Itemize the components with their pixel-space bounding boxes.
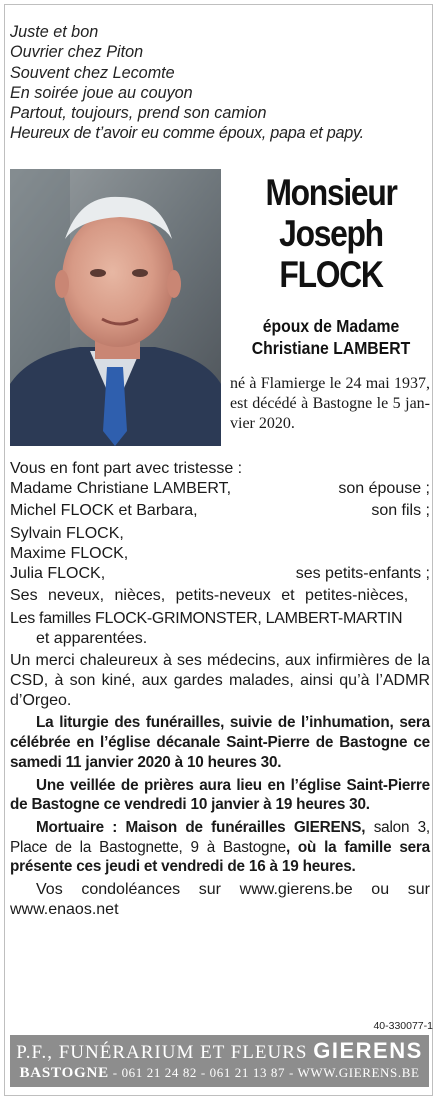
spouse-info xyxy=(238,315,423,359)
footer-contact: - 061 21 24 82 - 061 21 13 87 - WWW.GIERENS.BE xyxy=(108,1065,420,1080)
poem-line: Juste et bon xyxy=(10,23,99,41)
funeral-home-footer xyxy=(10,1035,429,1087)
family-relation: ses petits-enfants ; xyxy=(295,564,430,582)
footer-prefix: P.F., FUNÉRARIUM ET FLEURS xyxy=(16,1042,308,1063)
spouse-line: époux de Madame xyxy=(262,316,400,336)
poem-line: En soirée joue au couyon xyxy=(10,83,193,102)
families-text: Les familles FLOCK-GRIMONSTER, LAMBERT-MARTIN xyxy=(10,609,403,627)
spouse-line: Christiane LAMBERT xyxy=(251,338,411,358)
last-name: FLOCK xyxy=(279,254,383,295)
families-text: et apparentées. xyxy=(36,629,148,647)
mortuary-hours: , où la famille sera présente ces jeudi et vendredi de 16 à 19 heures. xyxy=(10,838,430,876)
footer-brand: GIERENS xyxy=(313,1038,423,1063)
poem-line: Partout, toujours, prend son camion xyxy=(10,104,267,123)
family-relation: son épouse ; xyxy=(338,479,430,497)
grandchild-name: Sylvain FLOCK, xyxy=(10,525,124,543)
intro-text: Vous en font part avec tristesse : xyxy=(10,460,243,477)
poem-line: Ouvrier chez Piton xyxy=(10,43,144,62)
birth-death-text: né à Flamierge le 24 mai 1937, est décédé à Bastogne le 5 janvier 2020. xyxy=(230,375,430,432)
portrait-photo xyxy=(10,169,221,446)
thanks-text: Un merci chaleureux à ses médecins, aux infirmières de la CSD, à son kiné, aux gardes malades, ainsi qu’à l’ADMR d’Orgeo. xyxy=(10,652,430,709)
footer-line1 xyxy=(10,1035,429,1064)
poem-line: Heureux de t’avoir eu comme époux, papa et papy. xyxy=(10,124,364,143)
grandchild-name: Maxime FLOCK, xyxy=(10,544,129,562)
footer-city: BASTOGNE xyxy=(19,1065,109,1081)
nephews-text: Ses neveux, nièces, petits-neveux et petites-nièces, xyxy=(10,587,409,605)
reference-code: 40-330077-1 xyxy=(373,1020,433,1032)
deceased-name xyxy=(242,172,419,295)
mortuary-address: salon 3, Place de la Bastognette, 9 à Bastogne xyxy=(10,818,430,856)
footer-line2 xyxy=(10,1064,429,1082)
name-title: Monsieur xyxy=(265,172,397,213)
poem xyxy=(10,22,434,144)
family-relation: son fils ; xyxy=(371,502,430,520)
liturgy-text: La liturgie des funérailles, suivie de l’inhumation, sera célébrée en l’église décanale Saint-Pierre de Bastogne ce samedi 11 janvier 2020 à 10 heures 30. xyxy=(10,714,430,771)
vigil-text: Une veillée de prières aura lieu en l’église Saint-Pierre de Bastogne ce vendredi 10 janvier à 19 heures 30. xyxy=(10,776,430,814)
condolences-text: Vos condoléances sur www.gierens.be ou sur www.enaos.net xyxy=(10,881,430,918)
family-row xyxy=(10,501,430,521)
mortuary-label: Mortuaire : Maison de funérailles GIERENS, xyxy=(36,818,366,836)
mortuary-text xyxy=(10,818,430,877)
family-name: Julia FLOCK, xyxy=(10,564,106,582)
family-row xyxy=(10,564,430,584)
announcement-body xyxy=(10,459,430,919)
family-row xyxy=(10,479,430,499)
family-name: Michel FLOCK et Barbara, xyxy=(10,502,198,520)
first-name: Joseph xyxy=(279,213,383,254)
poem-line: Souvent chez Lecomte xyxy=(10,63,175,82)
family-name: Madame Christiane LAMBERT, xyxy=(10,479,232,497)
